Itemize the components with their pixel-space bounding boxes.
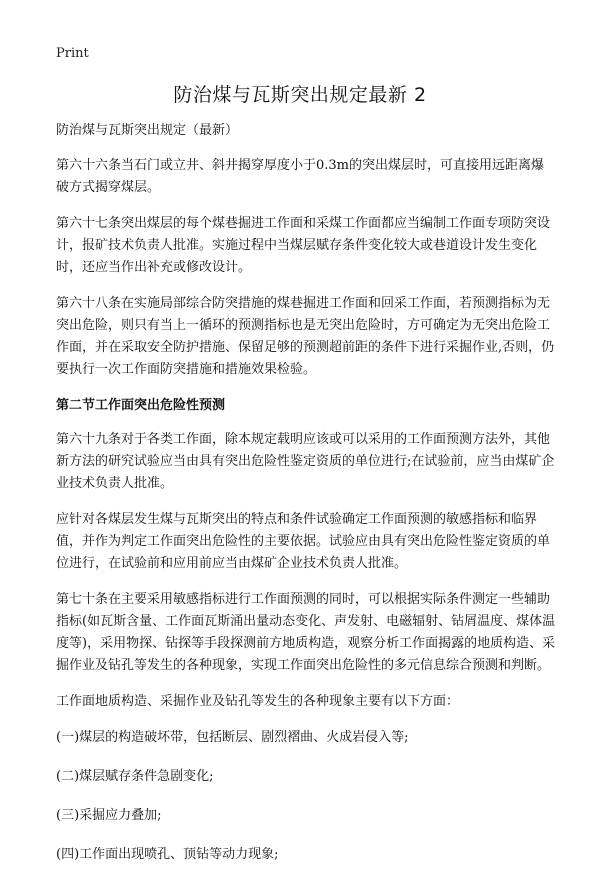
paragraph-article-66: 第六十六条当石门或立井、斜井揭穿厚度小于0.3m的突出煤层时，可直接用远距离爆破方式揭穿煤层。 — [56, 158, 545, 195]
list-item: (三)采掘应力叠加; — [56, 808, 162, 823]
document-subtitle: 防治煤与瓦斯突出规定（最新） — [56, 123, 239, 138]
paragraph-article-68: 第六十八条在实施局部综合防突措施的煤巷掘进工作面和回采工作面，若预测指标为无突出危险，则只有当上一循环的预测指标也是无突出危险时，方可确定为无突出危险工作面，并在采取安全防护措施、保留足够的预测超前距的条件下进行采掘作业,否则，仍要执行一次工作面防突措施和措施效果检验。 — [56, 296, 555, 377]
paragraph-sensitive-indicators: 应针对各煤层发生煤与瓦斯突出的特点和条件试验确定工作面预测的敏感指标和临界值，并作为判定工作面突出危险性的主要依据。试验应由具有突出危险性鉴定资质的单位进行，在试验前和应用前应当由煤矿企业技术负责人批准。 — [56, 512, 551, 571]
print-link[interactable]: Print — [56, 46, 89, 61]
paragraph-article-69: 第六十九条对于各类工作面，除本规定载明应该或可以采用的工作面预测方法外，其他新方法的研究试验应当由具有突出危险性鉴定资质的单位进行;在试验前，应当由煤矿企业技术负责人批准。 — [56, 432, 555, 491]
list-item: (四)工作面出现喷孔、顶钻等动力现象; — [56, 847, 279, 862]
paragraph-article-67: 第六十七条突出煤层的每个煤巷掘进工作面和采煤工作面都应当编制工作面专项防突设计，报矿技术负责人批准。实施过程中当煤层赋存条件变化较大或巷道设计发生变化时，还应当作出补充或修改设计。 — [56, 216, 551, 275]
page-title: 防治煤与瓦斯突出规定最新 2 — [173, 84, 427, 106]
paragraph-phenomena-intro: 工作面地质构造、采掘作业及钻孔等发生的各种现象主要有以下方面： — [56, 694, 460, 709]
list-item: (二)煤层赋存条件急剧变化; — [56, 769, 214, 784]
section-heading: 第二节工作面突出危险性预测 — [56, 398, 226, 413]
paragraph-article-70: 第七十条在主要采用敏感指标进行工作面预测的同时，可以根据实际条件测定一些辅助指标(如瓦斯含量、工作面瓦斯涌出量动态变化、声发射、电磁辐射、钻屑温度、煤体温度等)，采用物探、钻探等手段探测前方地质构造，观察分析工作面揭露的地质构造、采掘作业及钻孔等发生的各种现象，实现工作面突出危险性的多元信息综合预测和判断。 — [56, 592, 556, 673]
list-item: (一)煤层的构造破坏带，包括断层、剧烈褶曲、火成岩侵入等; — [56, 730, 409, 745]
document-body — [56, 120, 556, 883]
